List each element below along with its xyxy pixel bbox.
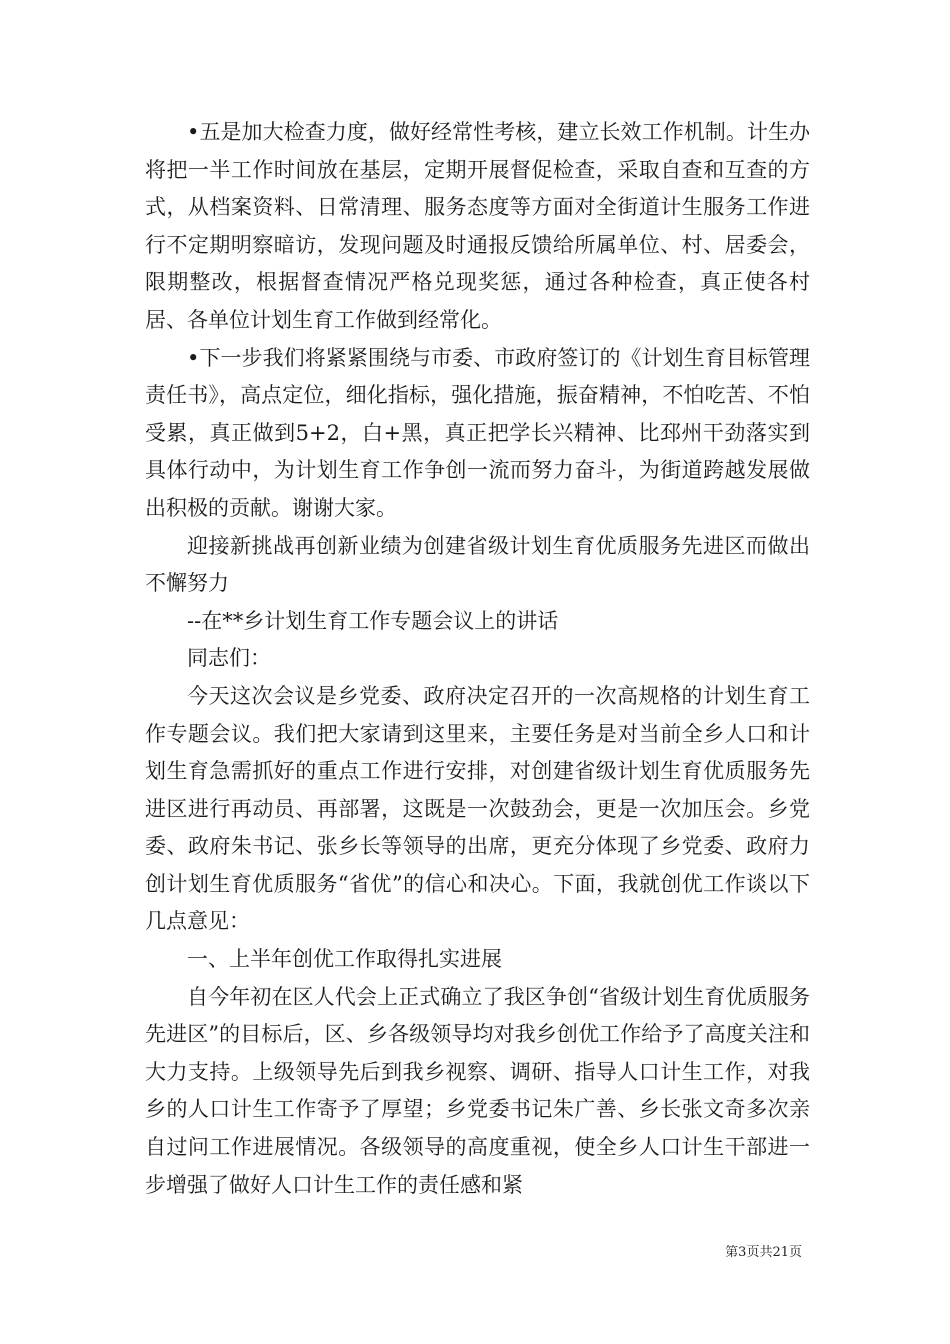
paragraph-progress: 自今年初在区人代会上正式确立了我区争创“省级计划生育优质服务先进区”的目标后，区、乡各级领导均对我乡创优工作给予了高度关注和大力支持。上级领导先后到我乡视察、调研、指导人口计生工作，对我乡的人口计生工作寄予了厚望；乡党委书记朱广善、乡长张文奇多次亲自过问工作进展情况。各级领导的高度重视，使全乡人口计生干部进一步增强了做好人口计生工作的责任感和紧: [145, 984, 810, 1197]
salutation: 同志们：: [187, 646, 271, 671]
document-body: [145, 114, 810, 1204]
page-number: 第3页共21页: [725, 1245, 802, 1260]
speech-title: 迎接新挑战再创新业绩为创建省级计划生育优质服务先进区而做出不懈努力: [145, 533, 810, 596]
paragraph-introduction: 今天这次会议是乡党委、政府决定召开的一次高规格的计划生育工作专题会议。我们把大家请到这里来，主要任务是对当前全乡人口和计划生育急需抓好的重点工作进行安排，对创建省级计划生育优质服务先进区进行再动员、再部署，这既是一次鼓劲会，更是一次加压会。乡党委、政府朱书记、张乡长等领导的出席，更充分体现了乡党委、政府力创计划生育优质服务“省优”的信心和决心。下面，我就创优工作谈以下几点意见：: [145, 683, 810, 934]
paragraph-next-step: •下一步我们将紧紧围绕与市委、市政府签订的《计划生育目标管理责任书》，高点定位，细化指标，强化措施，振奋精神，不怕吃苦、不怕受累，真正做到5+2，白+黑，真正把学长兴精神、比邳州干劲落实到具体行动中，为计划生育工作争创一流而努力奋斗，为街道跨越发展做出积极的贡献。谢谢大家。: [145, 345, 810, 520]
section-heading-1: 一、上半年创优工作取得扎实进展: [187, 947, 502, 972]
paragraph-inspection: •五是加大检查力度，做好经常性考核，建立长效工作机制。计生办将把一半工作时间放在基层，定期开展督促检查，采取自查和互查的方式，从档案资料、日常清理、服务态度等方面对全街道计生服务工作进行不定期明察暗访，发现问题及时通报反馈给所属单位、村、居委会，限期整改，根据督查情况严格兑现奖惩，通过各种检查，真正使各村居、各单位计划生育工作做到经常化。: [145, 120, 810, 332]
speech-subtitle: --在**乡计划生育工作专题会议上的讲话: [187, 608, 559, 633]
